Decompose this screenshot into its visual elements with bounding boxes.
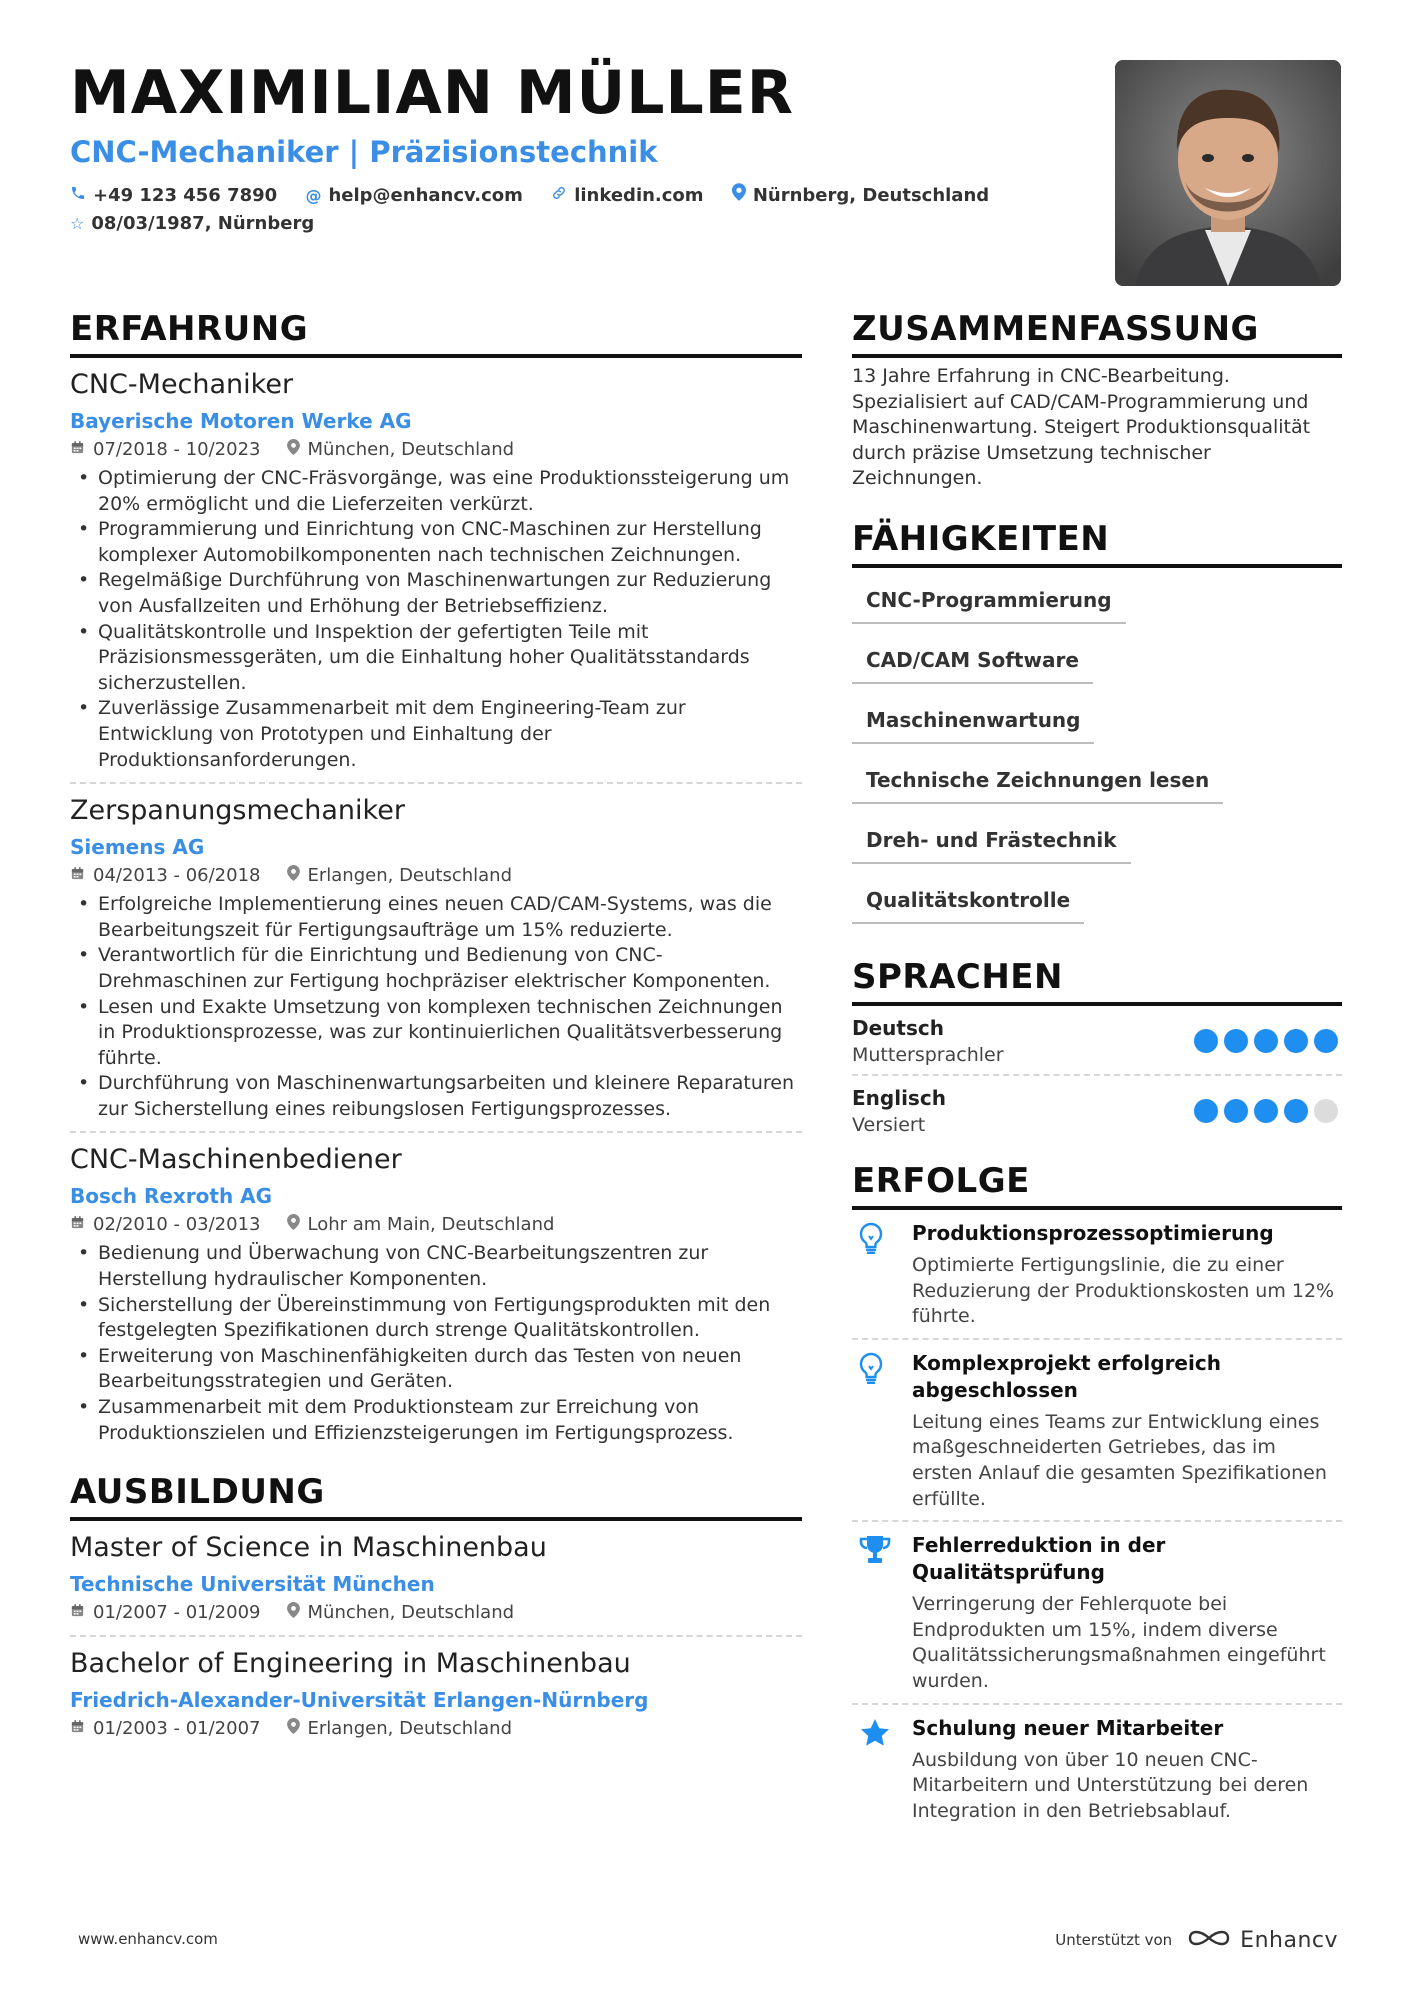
skill-row [852, 820, 1342, 880]
bullet-list [70, 892, 802, 1122]
left-column [70, 306, 802, 1751]
skill-tag: CNC-Programmierung [852, 580, 1126, 624]
trophy-icon [852, 1532, 912, 1694]
dot-filled [1254, 1029, 1278, 1053]
skill-tag: Qualitätskontrolle [852, 880, 1084, 924]
experience-entry [70, 1133, 802, 1455]
skill-row [852, 700, 1342, 760]
star-outline-icon: ☆ [70, 214, 85, 233]
job-title: CNC-Mechaniker [70, 369, 294, 400]
dot-filled [1284, 1029, 1308, 1053]
date-location-row [70, 1715, 802, 1743]
resume-header [70, 58, 1070, 238]
achievement-body [912, 1350, 1342, 1512]
phone-icon [70, 182, 86, 210]
brand-name: Enhancv [1240, 1927, 1338, 1953]
right-column [852, 306, 1342, 1832]
footer-website[interactable]: www.enhancv.com [78, 1930, 218, 1948]
location-text: Erlangen, Deutschland [307, 865, 513, 887]
email-text[interactable]: help@enhancv.com [328, 185, 523, 206]
achievements-section-title: ERFOLGE [852, 1158, 1342, 1210]
school-name: Friedrich-Alexander-Universität Erlangen-Nürnberg [70, 1688, 649, 1713]
bullet-item: • Verantwortlich für die Einrichtung und Bedienung von CNC-Drehmaschinen zur Fertigung hochpräziser elektrischer Komponenten. [70, 943, 802, 994]
language-info [852, 1014, 1004, 1068]
summary-text: 13 Jahre Erfahrung in CNC-Bearbeitung. Spezialisiert auf CAD/CAM-Programmierung und Maschinenwartung. Steigert Produktionsqualität durch präzise Umsetzung technischer Zeichnungen. [852, 365, 1311, 490]
achievement-title: Schulung neuer Mitarbeiter [912, 1715, 1224, 1740]
map-pin-icon [732, 182, 746, 210]
language-entry [852, 1006, 1342, 1076]
bullet-item: • Optimierung der CNC-Fräsvorgänge, was eine Produktionssteigerung um 20% ermöglicht und die Lieferzeiten verkürzt. [70, 466, 802, 517]
achievement-description: Leitung eines Teams zur Entwicklung eines maßgeschneiderten Getriebes, das im ersten Anlauf die gesamten Spezifikationen erfüllte. [912, 1410, 1327, 1510]
linkedin-text[interactable]: linkedin.com [574, 185, 704, 206]
achievement-title: Komplexprojekt erfolgreich abgeschlossen [912, 1350, 1221, 1402]
link-icon [551, 182, 567, 210]
skill-tag: Technische Zeichnungen lesen [852, 760, 1223, 804]
location [287, 1599, 515, 1627]
achievement-body [912, 1715, 1342, 1825]
achievement-description: Ausbildung von über 10 neuen CNC-Mitarbeitern und Unterstützung bei deren Integration in den Betriebsablauf. [912, 1748, 1309, 1822]
profile-photo [1115, 60, 1341, 286]
skill-row [852, 760, 1342, 820]
achievement-entry [852, 1210, 1342, 1340]
experience-list [70, 358, 802, 1455]
location-text: München, Deutschland [307, 439, 515, 460]
bullet-item: • Erfolgreiche Implementierung eines neuen CAD/CAM-Systems, was die Bearbeitungszeit für Fertigungsaufträge um 15% reduzierte. [70, 892, 802, 943]
location-text: München, Deutschland [307, 1602, 515, 1624]
location [287, 862, 513, 890]
dot-filled [1314, 1029, 1338, 1053]
job-title: CNC-Maschinenbediener [70, 1144, 402, 1176]
phone-text: +49 123 456 7890 [93, 185, 278, 206]
location [287, 1715, 513, 1743]
dot-filled [1284, 1099, 1308, 1123]
location-text: Lohr am Main, Deutschland [307, 1214, 555, 1236]
map-pin-icon [287, 1715, 300, 1743]
achievement-body [912, 1220, 1342, 1330]
dot-empty [1314, 1099, 1338, 1123]
experience-section-title: ERFAHRUNG [70, 306, 802, 358]
contact-info [70, 182, 1070, 238]
date-range: 07/2018 - 10/2023 [93, 439, 261, 460]
skill-tag: Dreh- und Frästechnik [852, 820, 1131, 864]
skill-tag: CAD/CAM Software [852, 640, 1093, 684]
calendar-icon [70, 436, 85, 464]
location-contact [732, 182, 989, 210]
location [287, 436, 515, 464]
date-location-row [70, 1599, 802, 1627]
date-range: 04/2013 - 06/2018 [93, 865, 261, 887]
date-range: 01/2003 - 01/2007 [93, 1718, 261, 1740]
language-level: Versiert [852, 1113, 926, 1136]
bullet-item: • Qualitätskontrolle und Inspektion der gefertigten Teile mit Präzisionsmessgeräten, um die Einhaltung hoher Qualitätsstandards sicherzustellen. [70, 620, 802, 697]
map-pin-icon [287, 1211, 300, 1239]
education-entry [70, 1637, 802, 1751]
language-entry [852, 1076, 1342, 1144]
bullet-item: • Lesen und Exakte Umsetzung von komplexen technischen Zeichnungen in Produktionsprozesse, was zur kontinuierlichen Qualitätsverbesserung führte. [70, 995, 802, 1072]
language-name: Englisch [852, 1085, 946, 1110]
school-name: Technische Universität München [70, 1572, 435, 1597]
map-pin-icon [287, 436, 300, 464]
degree-title: Bachelor of Engineering in Maschinenbau [70, 1648, 631, 1680]
bullet-item: • Programmierung und Einrichtung von CNC-Maschinen zur Herstellung komplexer Automobilkomponenten nach technischen Zeichnungen. [70, 517, 802, 568]
dot-filled [1254, 1099, 1278, 1123]
achievement-title: Produktionsprozessoptimierung [912, 1220, 1274, 1245]
dot-filled [1224, 1029, 1248, 1053]
date-location-row [70, 436, 802, 464]
calendar-icon [70, 1211, 85, 1239]
bullet-item: • Erweiterung von Maschinenfähigkeiten durch das Testen von neuen Bearbeitungsstrategien und Geräten. [70, 1344, 802, 1395]
bullet-item: • Sicherstellung der Übereinstimmung von Fertigungsprodukten mit den festgelegten Spezifikationen durch strenge Qualitätskontrollen. [70, 1293, 802, 1344]
location-text: Erlangen, Deutschland [307, 1718, 513, 1740]
experience-entry [70, 358, 802, 784]
achievement-title: Fehlerreduktion in der Qualitätsprüfung [912, 1533, 1166, 1585]
achievement-entry [852, 1522, 1342, 1704]
star-icon [852, 1715, 912, 1825]
language-info [852, 1084, 946, 1138]
bullet-item: • Regelmäßige Durchführung von Maschinenwartungen zur Reduzierung von Ausfallzeiten und Erhöhung der Betriebseffizienz. [70, 568, 802, 619]
job-title: Zerspanungsmechaniker [70, 795, 405, 827]
proficiency-dots [1194, 1029, 1338, 1053]
achievement-description: Optimierte Fertigungslinie, die zu einer Reduzierung der Produktionskosten um 12% führte. [912, 1253, 1335, 1328]
language-name: Deutsch [852, 1015, 944, 1040]
dot-filled [1194, 1029, 1218, 1053]
experience-entry [70, 784, 802, 1133]
education-list [70, 1521, 802, 1751]
birth-text: 08/03/1987, Nürnberg [91, 213, 315, 234]
lightbulb-icon [852, 1350, 912, 1512]
bullet-item: • Durchführung von Maschinenwartungsarbeiten und kleinere Reparaturen zur Sicherstellung eines reibungslosen Fertigungsprozesses. [70, 1071, 802, 1122]
birth-contact [70, 210, 314, 238]
skill-row [852, 640, 1342, 700]
bullet-item: • Zuverlässige Zusammenarbeit mit dem Engineering-Team zur Entwicklung von Prototypen und Einhaltung der Produktionsanforderungen. [70, 696, 802, 773]
bullet-list [70, 1241, 802, 1446]
at-icon: @ [305, 186, 322, 205]
education-entry [70, 1521, 802, 1637]
phone-contact [70, 182, 277, 210]
enhancv-logo-icon [1186, 1926, 1232, 1954]
proficiency-dots [1194, 1099, 1338, 1123]
summary-section-title: ZUSAMMENFASSUNG [852, 306, 1342, 358]
calendar-icon [70, 862, 85, 890]
achievement-entry [852, 1705, 1342, 1833]
candidate-subtitle: CNC-Mechaniker | Präzisionstechnik [70, 135, 658, 169]
location [287, 1211, 555, 1239]
bullet-item: • Zusammenarbeit mit dem Produktionsteam zur Erreichung von Produktionszielen und Effizienzsteigerungen im Fertigungsprozess. [70, 1395, 802, 1446]
date-range: 01/2007 - 01/2009 [93, 1602, 261, 1624]
skills-section-title: FÄHIGKEITEN [852, 516, 1342, 568]
location-text: Nürnberg, Deutschland [752, 185, 990, 206]
dot-filled [1224, 1099, 1248, 1123]
dot-filled [1194, 1099, 1218, 1123]
footer-branding [1055, 1926, 1338, 1954]
bullet-list [70, 466, 802, 773]
bullet-item: • Bedienung und Überwachung von CNC-Bearbeitungszentren zur Herstellung hydraulischer Komponenten. [70, 1241, 802, 1292]
calendar-icon [70, 1599, 85, 1627]
skill-row [852, 580, 1342, 640]
education-section-title: AUSBILDUNG [70, 1469, 802, 1521]
skill-row [852, 880, 1342, 940]
date-location-row [70, 862, 802, 890]
company-name: Siemens AG [70, 835, 205, 860]
language-level: Muttersprachler [852, 1043, 1004, 1066]
languages-list [852, 1006, 1342, 1144]
company-name: Bayerische Motoren Werke AG [70, 409, 412, 433]
languages-section-title: SPRACHEN [852, 954, 1342, 1006]
skill-tag: Maschinenwartung [852, 700, 1094, 744]
map-pin-icon [287, 1599, 300, 1627]
calendar-icon [70, 1715, 85, 1743]
date-range: 02/2010 - 03/2013 [93, 1214, 261, 1236]
map-pin-icon [287, 862, 300, 890]
achievement-entry [852, 1340, 1342, 1522]
skills-list [852, 580, 1342, 940]
degree-title: Master of Science in Maschinenbau [70, 1532, 547, 1564]
date-location-row [70, 1211, 802, 1239]
achievement-description: Verringerung der Fehlerquote bei Endprodukten um 15%, indem diverse Qualitätssicherungsmaßnahmen eingeführt wurden. [912, 1593, 1326, 1692]
candidate-name: MAXIMILIAN MÜLLER [70, 58, 794, 128]
powered-by-text: Unterstützt von [1055, 1931, 1173, 1949]
achievement-body [912, 1532, 1342, 1694]
achievements-list [852, 1210, 1342, 1832]
lightbulb-icon [852, 1220, 912, 1330]
company-name: Bosch Rexroth AG [70, 1184, 273, 1209]
linkedin-contact[interactable] [551, 182, 703, 210]
email-contact[interactable] [305, 182, 522, 210]
